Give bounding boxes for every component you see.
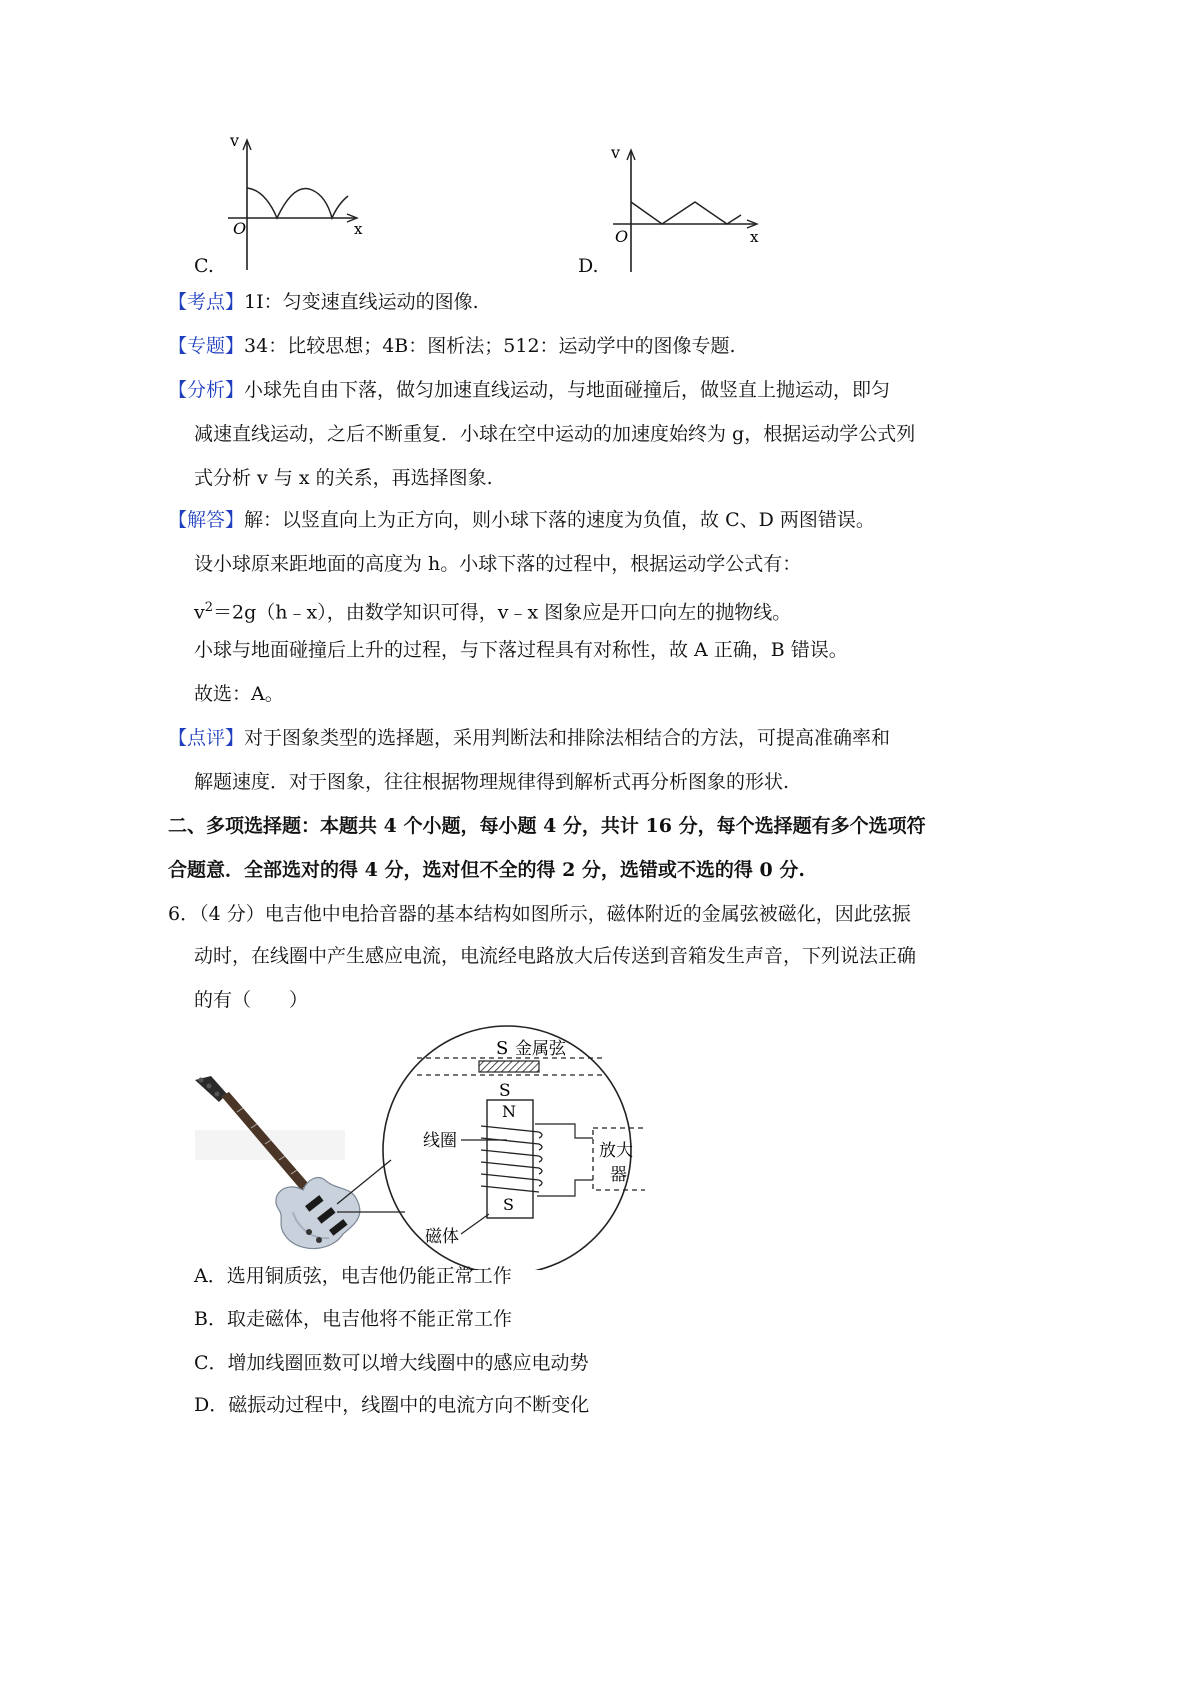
dianping-line-1 [168, 724, 890, 752]
zhuanti-line [168, 332, 736, 360]
graph-d-curve [631, 202, 741, 224]
graph-c [220, 130, 370, 275]
magnet-label: 磁体 [425, 1227, 459, 1247]
pickup-diagram [185, 1020, 645, 1270]
graph-d-letter: D. [578, 255, 599, 277]
dianping-text-1: 对于图象类型的选择题，采用判断法和排除法相结合的方法，可提高准确率和 [244, 727, 891, 749]
kaodian-line [168, 288, 479, 316]
fenxi-line-1 [168, 376, 890, 404]
kaodian-open: 【 [168, 291, 188, 313]
graph-c-v-label: v [230, 131, 240, 150]
zhuanti-close: 】 [225, 335, 245, 357]
dianping-open: 【 [168, 727, 188, 749]
option-a: A．选用铜质弦，电吉他仍能正常工作 [194, 1265, 512, 1287]
option-c: C．增加线圈匝数可以增大线圈中的感应电动势 [194, 1352, 589, 1374]
jieda-sup: 2 [204, 600, 214, 615]
jieda-line-4: 小球与地面碰撞后上升的过程，与下落过程具有对称性，故 A 正确，B 错误。 [194, 639, 848, 661]
jieda-eq: ＝2g（h﹣x），由数学知识可得，v﹣x 图象应是开口向左的抛物线。 [213, 601, 792, 624]
zhuanti-open: 【 [168, 335, 188, 357]
fenxi-close: 】 [225, 379, 245, 401]
fenxi-tag: 分析 [187, 379, 226, 401]
part2-heading-2: 合题意．全部选对的得 4 分，选对但不全的得 2 分，选错或不选的得 0 分. [168, 859, 805, 881]
option-b: B．取走磁体，电吉他将不能正常工作 [194, 1308, 512, 1330]
q6-line-3: 的有（ ） [194, 989, 309, 1011]
graph-c-x-label: x [354, 220, 363, 238]
part2-heading-1: 二、多项选择题：本题共 4 个小题，每小题 4 分，共计 16 分，每个选择题有多个选项符 [168, 815, 926, 837]
jieda-line-5: 故选：A。 [194, 683, 284, 705]
graph-d-o-label: O [615, 227, 629, 246]
jieda-line-2: 设小球原来距地面的高度为 h。小球下落的过程中，根据运动学公式有： [194, 553, 802, 575]
dianping-close: 】 [225, 727, 245, 749]
fenxi-line-2: 减速直线运动，之后不断重复．小球在空中运动的加速度始终为 g，根据运动学公式列 [194, 423, 916, 445]
kaodian-tag: 考点 [187, 291, 226, 313]
string-s-lower-label: S [499, 1081, 511, 1101]
zhuanti-tag: 专题 [187, 335, 226, 357]
zhuanti-text: 34：比较思想；4B：图析法；512：运动学中的图像专题. [244, 335, 736, 357]
jieda-open: 【 [168, 509, 188, 531]
fenxi-open: 【 [168, 379, 188, 401]
jieda-line-1 [168, 506, 875, 534]
fenxi-text-1: 小球先自由下落，做匀加速直线运动，与地面碰撞后，做竖直上抛运动，即匀 [244, 379, 891, 401]
q6-line-2: 动时，在线圈中产生感应电流，电流经电路放大后传送到音箱发生声音，下列说法正确 [194, 945, 917, 967]
graph-d-v-label: v [611, 143, 621, 162]
graph-c-o-label: O [233, 219, 247, 238]
jieda-close: 】 [225, 509, 245, 531]
amplifier-label-2: 器 [610, 1165, 627, 1185]
callout-line-upper [337, 1160, 391, 1204]
jieda-tag: 解答 [187, 509, 226, 531]
jieda-text-1: 解：以竖直向上为正方向，则小球下落的速度为负值，故 C、D 两图错误。 [244, 509, 875, 531]
kaodian-close: 】 [225, 291, 245, 313]
dianping-line-2: 解题速度．对于图象，往往根据物理规律得到解析式再分析图象的形状. [194, 771, 790, 793]
graph-d [605, 140, 765, 275]
guitar-image [195, 1076, 360, 1249]
metal-string-label: 金属弦 [515, 1039, 566, 1059]
option-d: D．磁振动过程中，线圈中的电流方向不断变化 [194, 1394, 590, 1416]
graph-c-letter: C. [194, 255, 214, 277]
graph-c-curve [247, 188, 348, 218]
graph-d-x-label: x [750, 228, 759, 246]
string-s-label: S [496, 1038, 509, 1059]
amplifier-label-1: 放大 [599, 1141, 633, 1161]
jieda-v: v [194, 601, 205, 624]
kaodian-text: 1I：匀变速直线运动的图像. [244, 291, 479, 313]
fenxi-line-3: 式分析 v 与 x 的关系，再选择图象. [194, 467, 493, 489]
q6-line-1: 6．（4 分）电吉他中电拾音器的基本结构如图所示，磁体附近的金属弦被磁化，因此弦振 [168, 903, 911, 925]
magnet-s-label: S [503, 1195, 514, 1214]
magnet-n-label: N [502, 1102, 516, 1121]
coil-label: 线圈 [423, 1131, 457, 1151]
metal-string [479, 1061, 539, 1072]
jieda-line-3 [194, 594, 791, 626]
dianping-tag: 点评 [187, 727, 226, 749]
